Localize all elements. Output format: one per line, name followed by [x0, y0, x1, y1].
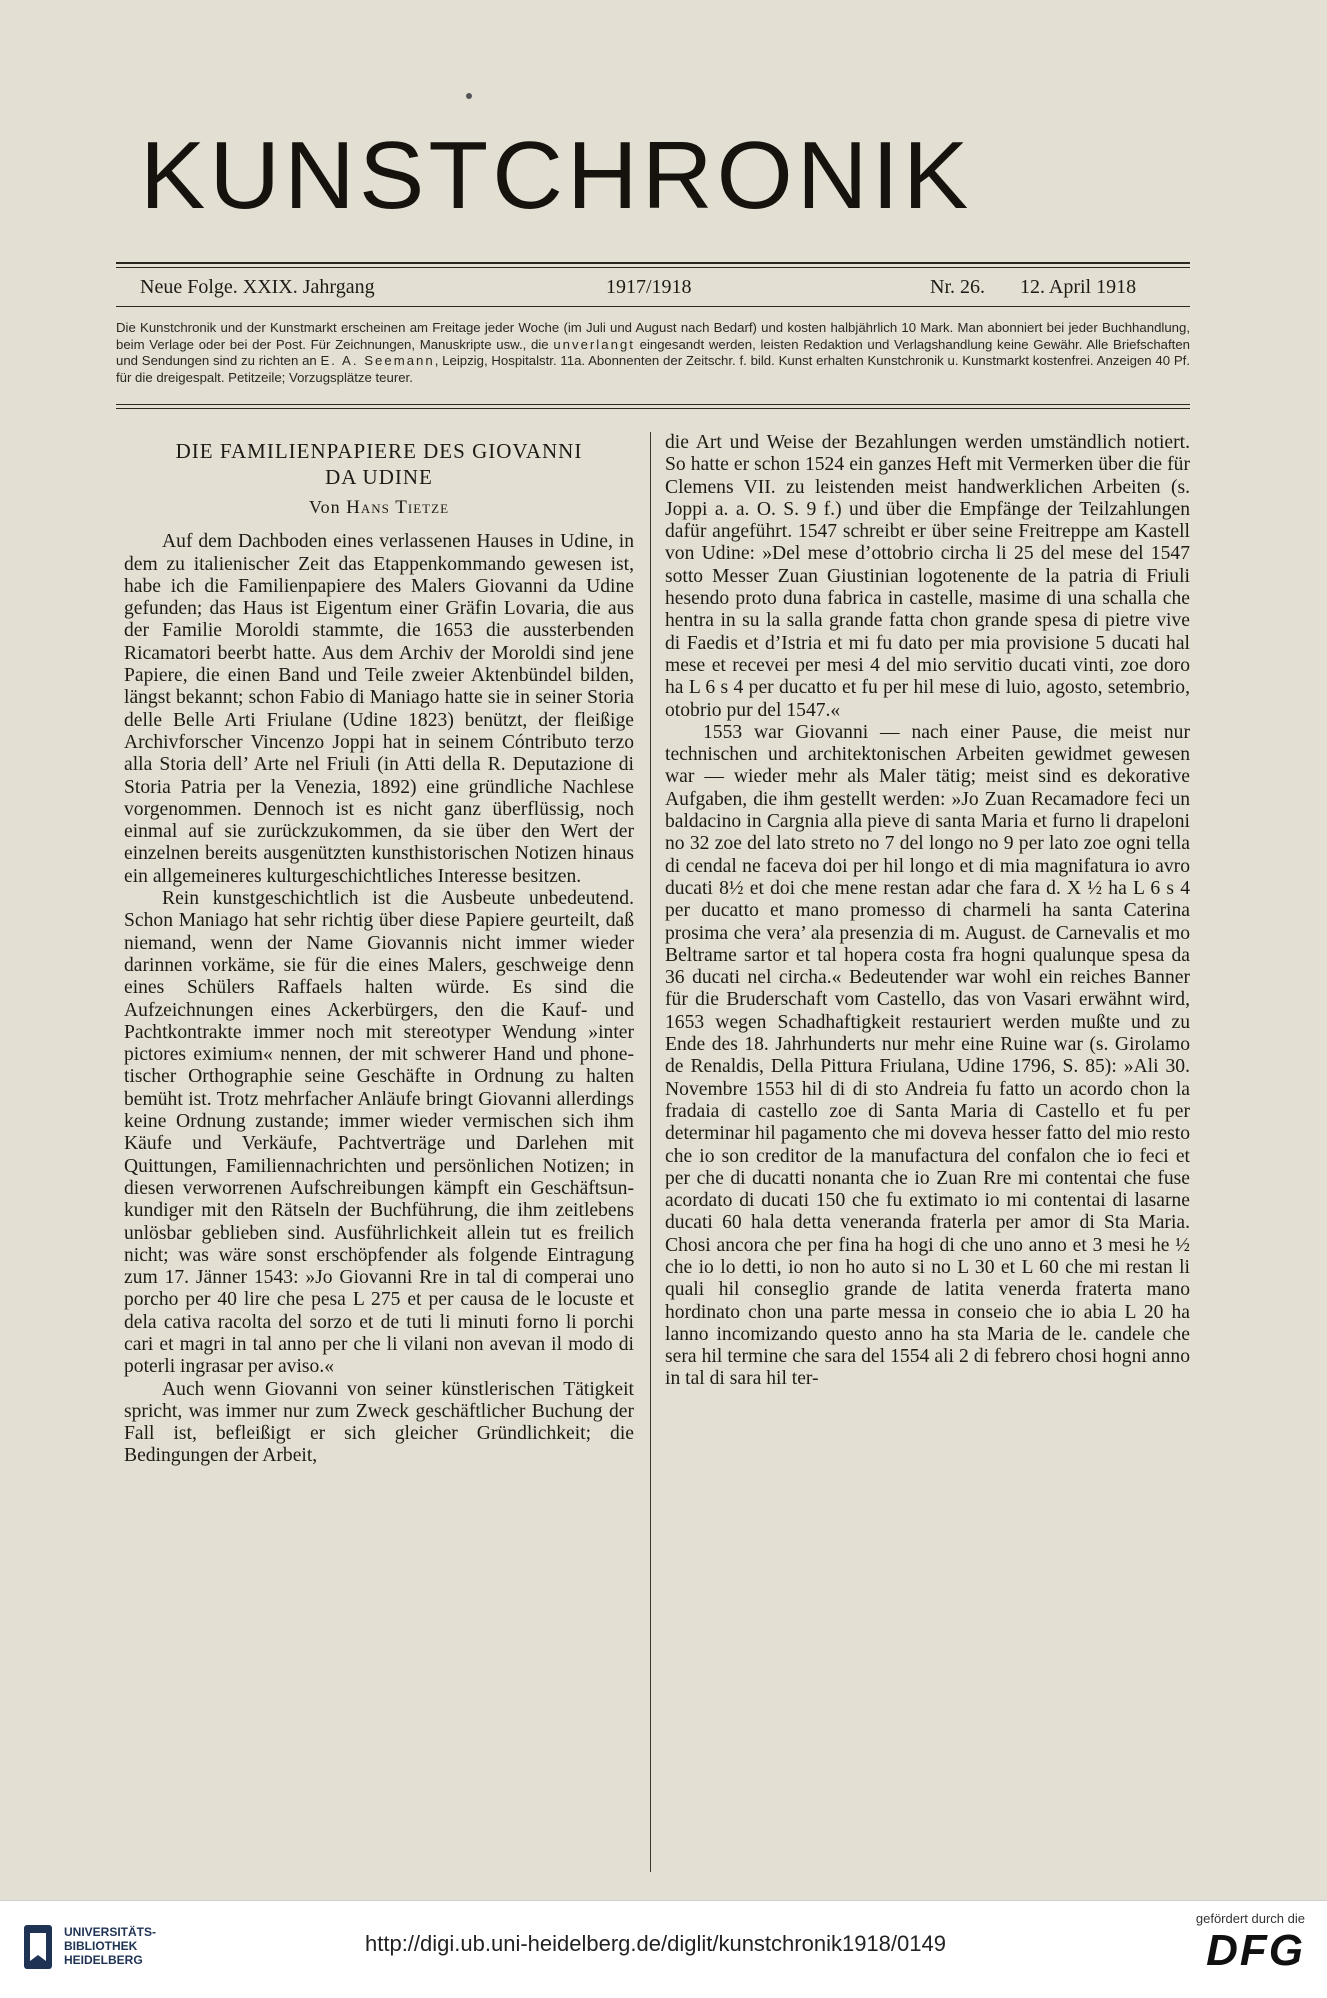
paragraph: Auch wenn Giovanni von seiner künstlerischen Tätigkeit spricht, was immer nur zum Zweck geschäftlicher Buchung der Fall ist, befleißigt er sich gleicher Gründlichkeit; die Bedingungen der Arbeit,	[124, 1378, 634, 1467]
issue-year: 1917/1918	[606, 276, 692, 298]
library-name-line3: HEIDELBERG	[64, 1953, 143, 1967]
column-divider	[650, 432, 651, 1872]
article-right-column	[665, 432, 1190, 1391]
permalink-url[interactable]: http://digi.ub.uni-heidelberg.de/diglit/kunstchronik1918/0149	[365, 1931, 946, 1956]
library-logo[interactable]	[22, 1919, 182, 1979]
notice-rule	[116, 404, 1190, 405]
masthead-title: KUNSTCHRONIK	[140, 122, 973, 229]
sponsor-block[interactable]	[1135, 1911, 1305, 1991]
paragraph: Auf dem Dachboden eines verlassenen Hauses in Udine, in dem zu italienischer Zeit das Etappenkommando gewesen ist, habe ich die Familienpapiere des Malers Giovanni da Udine gefunden; das Haus ist Eigentum einer Gräfin Lovaria, die aus der Familie Moroldi stammte, die 1653 die aussterbenden Ricamatori beerbt hatte. Aus dem Archiv der Moroldi sind jene Papiere, die einen Band und Teile zweier Aktenbündel bilden, längst bekannt; schon Fabio di Maniago hatte sie in seiner Storia delle Belle Arti Friulane (Udine 1823) benützt, der fleißige Archivforscher Vincenzo Joppi hat in seinem Cóntributo terzo alla Storia dell’ Arte nel Friuli (in Atti della R. Deputazione di Storia Patria per la Venezia, 1892) eine gründliche Nachlese vorgenommen. Dennoch ist es nicht ganz überflüssig, noch einmal auf sie zurückzukommen, da sie über den Wert der einzelnen bereits ausgenützten kunsthistorischen Notizen hinaus ein allgemeineres kulturgeschichtliches Interesse besitzen.	[124, 531, 634, 887]
library-name-line1: UNIVERSITÄTS-	[64, 1925, 157, 1939]
viewer-footer	[0, 1900, 1327, 1998]
article-left-column	[124, 432, 634, 1468]
library-seal-icon	[22, 1923, 54, 1971]
article-author: Von Hans Tietze	[308, 497, 450, 518]
subscription-notice: Die Kunstchronik und der Kunstmarkt erscheinen am Freitage jeder Woche (im Juli und August nach Bedarf) und kosten halbjährlich 10 Mark. Man abonniert bei jeder Buchhandlung, beim Verlage oder bei der Post. Für Zeichnungen, Manuskripte usw., die unverlangt eingesandt werden, leisten Redaktion und Verlagshandlung keine Gewähr. Alle Briefschaften und Sendungen sind zu richten an E. A. Seemann, Leipzig, Hospitalstr. 11a. Abonnenten der Zeitschr. f. bild. Kunst erhalten Kunstchronik u. Kunstmarkt kostenfrei. Anzeigen 40 Pf. für die dreigespalt. Petitzeile; Vorzugsplätze teurer.	[116, 320, 1190, 385]
paragraph: Rein kunstgeschichtlich ist die Ausbeute unbedeutend. Schon Maniago hat sehr richtig über diese Papiere geurteilt, daß niemand, wenn der Name Giovannis nicht immer wieder darinnen vorkäme, sie für die eines Malers, geschweige denn eines Schülers Raffaels halten würde. Es sind die Aufzeichnungen eines Ackerbürgers, den die Kauf- und Pachtkontrakte immer noch mit stereotyper Wendung »inter pictores eximium« nennen, der mit schwerer Hand und phonetischer Orthographie seine Geschäfte in Ordnung zu halten bemüht ist. Trotz mehrfacher Anläufe bringt Giovanni allerdings keine Ordnung zustande; immer wieder vermischen sich ihm Käufe und Verkäufe, Pachtverträge und Darlehen mit Quittungen, Familiennachrichten und persönlichen Notizen; in diesen verworrenen Aufschreibungen kämpft ein Geschäftsunkundiger mit den Rätseln der Buchführung, die ihm zeitlebens unlösbar geblieben sind. Ausführlichkeit allein tut es freilich nicht; was wäre sonst erschöpfender als folgende Eintragung zum 17. Jänner 1543: »Jo Giovanni Rre in tal di comperai uno porcho per 40 lire che pesa L 275 et per causa de le locuste et dela cativa racolta del sorzo et de tuti li minuti forno li porchi cari et magri in tal anno per che li vilani non avevan il modo di poterli ingrasar per aviso.«	[124, 888, 634, 1378]
issue-number: Nr. 26.	[930, 276, 985, 298]
sponsor-caption: gefördert durch die	[1195, 1911, 1305, 1926]
masthead-rule-thin	[116, 267, 1190, 268]
issue-series: Neue Folge. XXIX. Jahrgang	[140, 276, 375, 298]
paragraph: 1553 war Giovanni — nach einer Pause, die meist nur technischen und architektonischen Arbeiten gewidmet gewesen war — wieder mehr als Maler tätig; meist sind es dekorative Aufgaben, die ihm gestellt werden: »Jo Zuan Recamadore feci un baldacino in Cargnia alla pieve di santa Maria et furno li drapeloni no 32 zoe del lato streto no 7 del longo no 9 per lato zoe ogni tella di cendal ne faceva doi per hil longo et di mia magnifatura io avro ducati 8½ et doi che mene restan adar che fara d. X ½ ha L 6 s 4 per ducatto et mano promesso di charmeli ha santa Caterina prosima che vera’ ala presenzia di m. August. de Carnevalis et mo Beltrame sartor et tal hopera costa fra hogni qualunque spesa da 36 ducati nel circha.« Bedeutender war wohl ein reiches Banner für die Bruderschaft vom Castello, das von Vasari erwähnt wird, 1653 wegen Schadhaftigkeit restauriert werden mußte und zu Ende des 18. Jahrhunderts nur mehr eine Ruine war (s. Girolamo de Renaldis, Della Pittura Friulana, Udine 1796, S. 85): »Ali 30. Novembre 1553 hil di di sto Andreia fu fatto un acordo chon la fradaia di castello zoe di Santa Maria di Castello et fu per determinar hil pagamento che mi doveva hesser fatto del mio resto che io son creditor de la manufactura del confalon che io feci et per che di ducatti nonanta che io Zuan Rre mi contentai che fuse acordato di ducati 150 che fu extimato io mi contentai di lasarne ducati 60 hala detta veneranda fraterla per amor di Sta Maria. Chosi ancora che per fina ha hogi di che uno anno et 3 mesi he ½ che io lo detti, io non ho auto si no L 30 et L 60 che mi restan li quali hil conseglio grande de latita venerda fraterta mano hordinato chon una parte messa in conseio che io abia L 20 ha lanno incomizando questo anno ha sta Maria de le. candele che sera hil termine che sara del 1554 ali 2 di febrero chosi hogni anno in tal di sara hil ter-	[665, 721, 1190, 1390]
issue-rule	[116, 306, 1190, 307]
article-title: DIE FAMILIENPAPIERE DES GIOVANNI DA UDINE	[175, 439, 583, 489]
notice-rule-double	[116, 408, 1190, 409]
ink-dot	[466, 93, 472, 99]
masthead-rule	[116, 262, 1190, 264]
dfg-logo: DFG	[1206, 1926, 1305, 1975]
issue-date: 12. April 1918	[1020, 276, 1137, 298]
library-name-line2: BIBLIOTHEK	[64, 1939, 138, 1953]
paragraph: die Art und Weise der Bezahlungen werden umständlich notiert. So hatte er schon 1524 ein ganzes Heft mit Vermerken über die für Clemens VII. zu leistenden meist handwerklichen Arbeiten (s. Joppi a. a. O. S. 9 f.) und über die Empfänge der Teilzahlungen dafür angeführt. 1547 schreibt er über seine Freitreppe am Kastell von Udine: »Del mese d’ottobrio circha li 25 del mese del 1547 sotto Messer Zuan Giustinian logotenente de la patria di Friuli hesendo proto duna fabrica in castelle, masime di una schalla che hentra in su la salla grande fatta chon grande spesa di pietre vive di Faedis et d’Istria et mi fu dato per mia provisione 5 ducati hal mese et recevei per mesi 4 del mio servitio ducati vinti, zoe doro ha L 6 s 4 per ducatto et fu per hil mese di luio, agosto, setembrio, otobrio pur del 1547.«	[665, 432, 1190, 721]
